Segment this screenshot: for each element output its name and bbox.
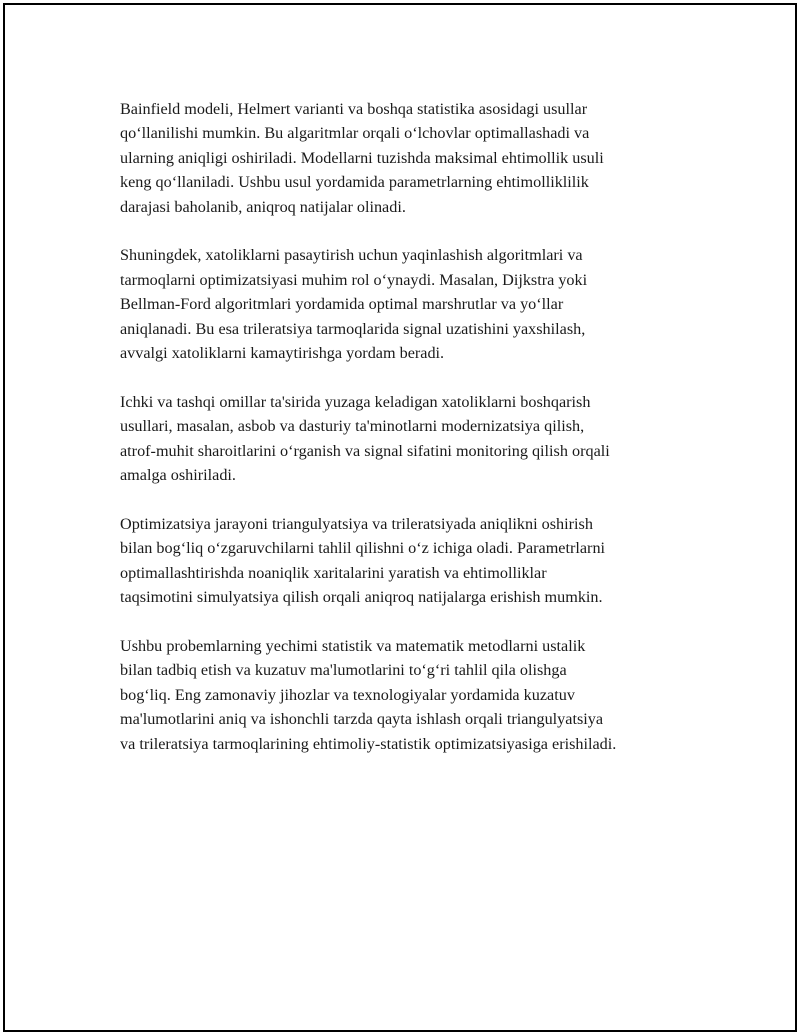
paragraph-5 [120,634,695,756]
paragraph-line: usullari, masalan, asbob va dasturiy ta'minotlarni modernizatsiya qilish, [120,417,585,436]
paragraph-line: Shuningdek, xatoliklarni pasaytirish uchun yaqinlashish algoritmlari va [120,246,583,265]
paragraph-line: amalga oshiriladi. [120,466,236,485]
paragraph-line: va trileratsiya tarmoqlarining ehtimoliy-statistik optimizatsiyasiga erishiladi. [120,734,617,753]
paragraph-line: keng qo‘llaniladi. Ushbu usul yordamida parametrlarning ehtimolliklilik [120,173,589,192]
paragraph-line: tarmoqlarni optimizatsiyasi muhim rol o‘ynaydi. Masalan, Dijkstra yoki [120,270,588,289]
paragraph-line: atrof-muhit sharoitlarini o‘rganish va signal sifatini monitoring qilish orqali [120,441,610,460]
paragraph-line: aniqlanadi. Bu esa trileratsiya tarmoqlarida signal uzatishini yaxshilash, [120,319,586,338]
paragraph-line: darajasi baholanib, aniqroq natijalar olinadi. [120,197,406,216]
paragraph-line: ularning aniqligi oshiriladi. Modellarni tuzishda maksimal ehtimollik usuli [120,148,604,167]
paragraph-line: qo‘llanilishi mumkin. Bu algaritmlar orqali o‘lchovlar optimallashadi va [120,124,590,143]
paragraph-line: optimallashtirishda noaniqlik xaritalarini yaratish va ehtimolliklar [120,563,547,582]
paragraph-line: Bainfield modeli, Helmert varianti va boshqa statistika asosidagi usullar [120,100,588,118]
paragraph-3 [120,390,695,488]
paragraph-1 [120,97,695,219]
paragraph-line: bilan tadbiq etish va kuzatuv ma'lumotlarini to‘g‘ri tahlil qila olishga [120,661,567,680]
document-page [3,3,797,1032]
paragraph-line: Ushbu probemlarning yechimi statistik va matematik metodlarni ustalik [120,636,586,655]
paragraph-line: taqsimotini simulyatsiya qilish orqali aniqroq natijalarga erishish mumkin. [120,588,603,607]
paragraph-line: ma'lumotlarini aniq va ishonchli tarzda qayta ishlash orqali triangulyatsiya [120,710,604,729]
paragraph-4 [120,512,695,610]
paragraph-line: bilan bog‘liq o‘zgaruvchilarni tahlil qilishni o‘z ichiga oladi. Parametrlarni [120,539,606,558]
paragraph-line: Bellman-Ford algoritmlari yordamida optimal marshrutlar va yo‘llar [120,295,564,314]
paragraph-2 [120,243,695,365]
paragraph-line: Ichki va tashqi omillar ta'sirida yuzaga keladigan xatoliklarni boshqarish [120,392,591,411]
paragraph-line: bog‘liq. Eng zamonaviy jihozlar va texnologiyalar yordamida kuzatuv [120,685,575,704]
document-body [120,97,695,780]
paragraph-line: avvalgi xatoliklarni kamaytirishga yordam beradi. [120,344,445,363]
paragraph-line: Optimizatsiya jarayoni triangulyatsiya va trileratsiyada aniqlikni oshirish [120,514,593,533]
